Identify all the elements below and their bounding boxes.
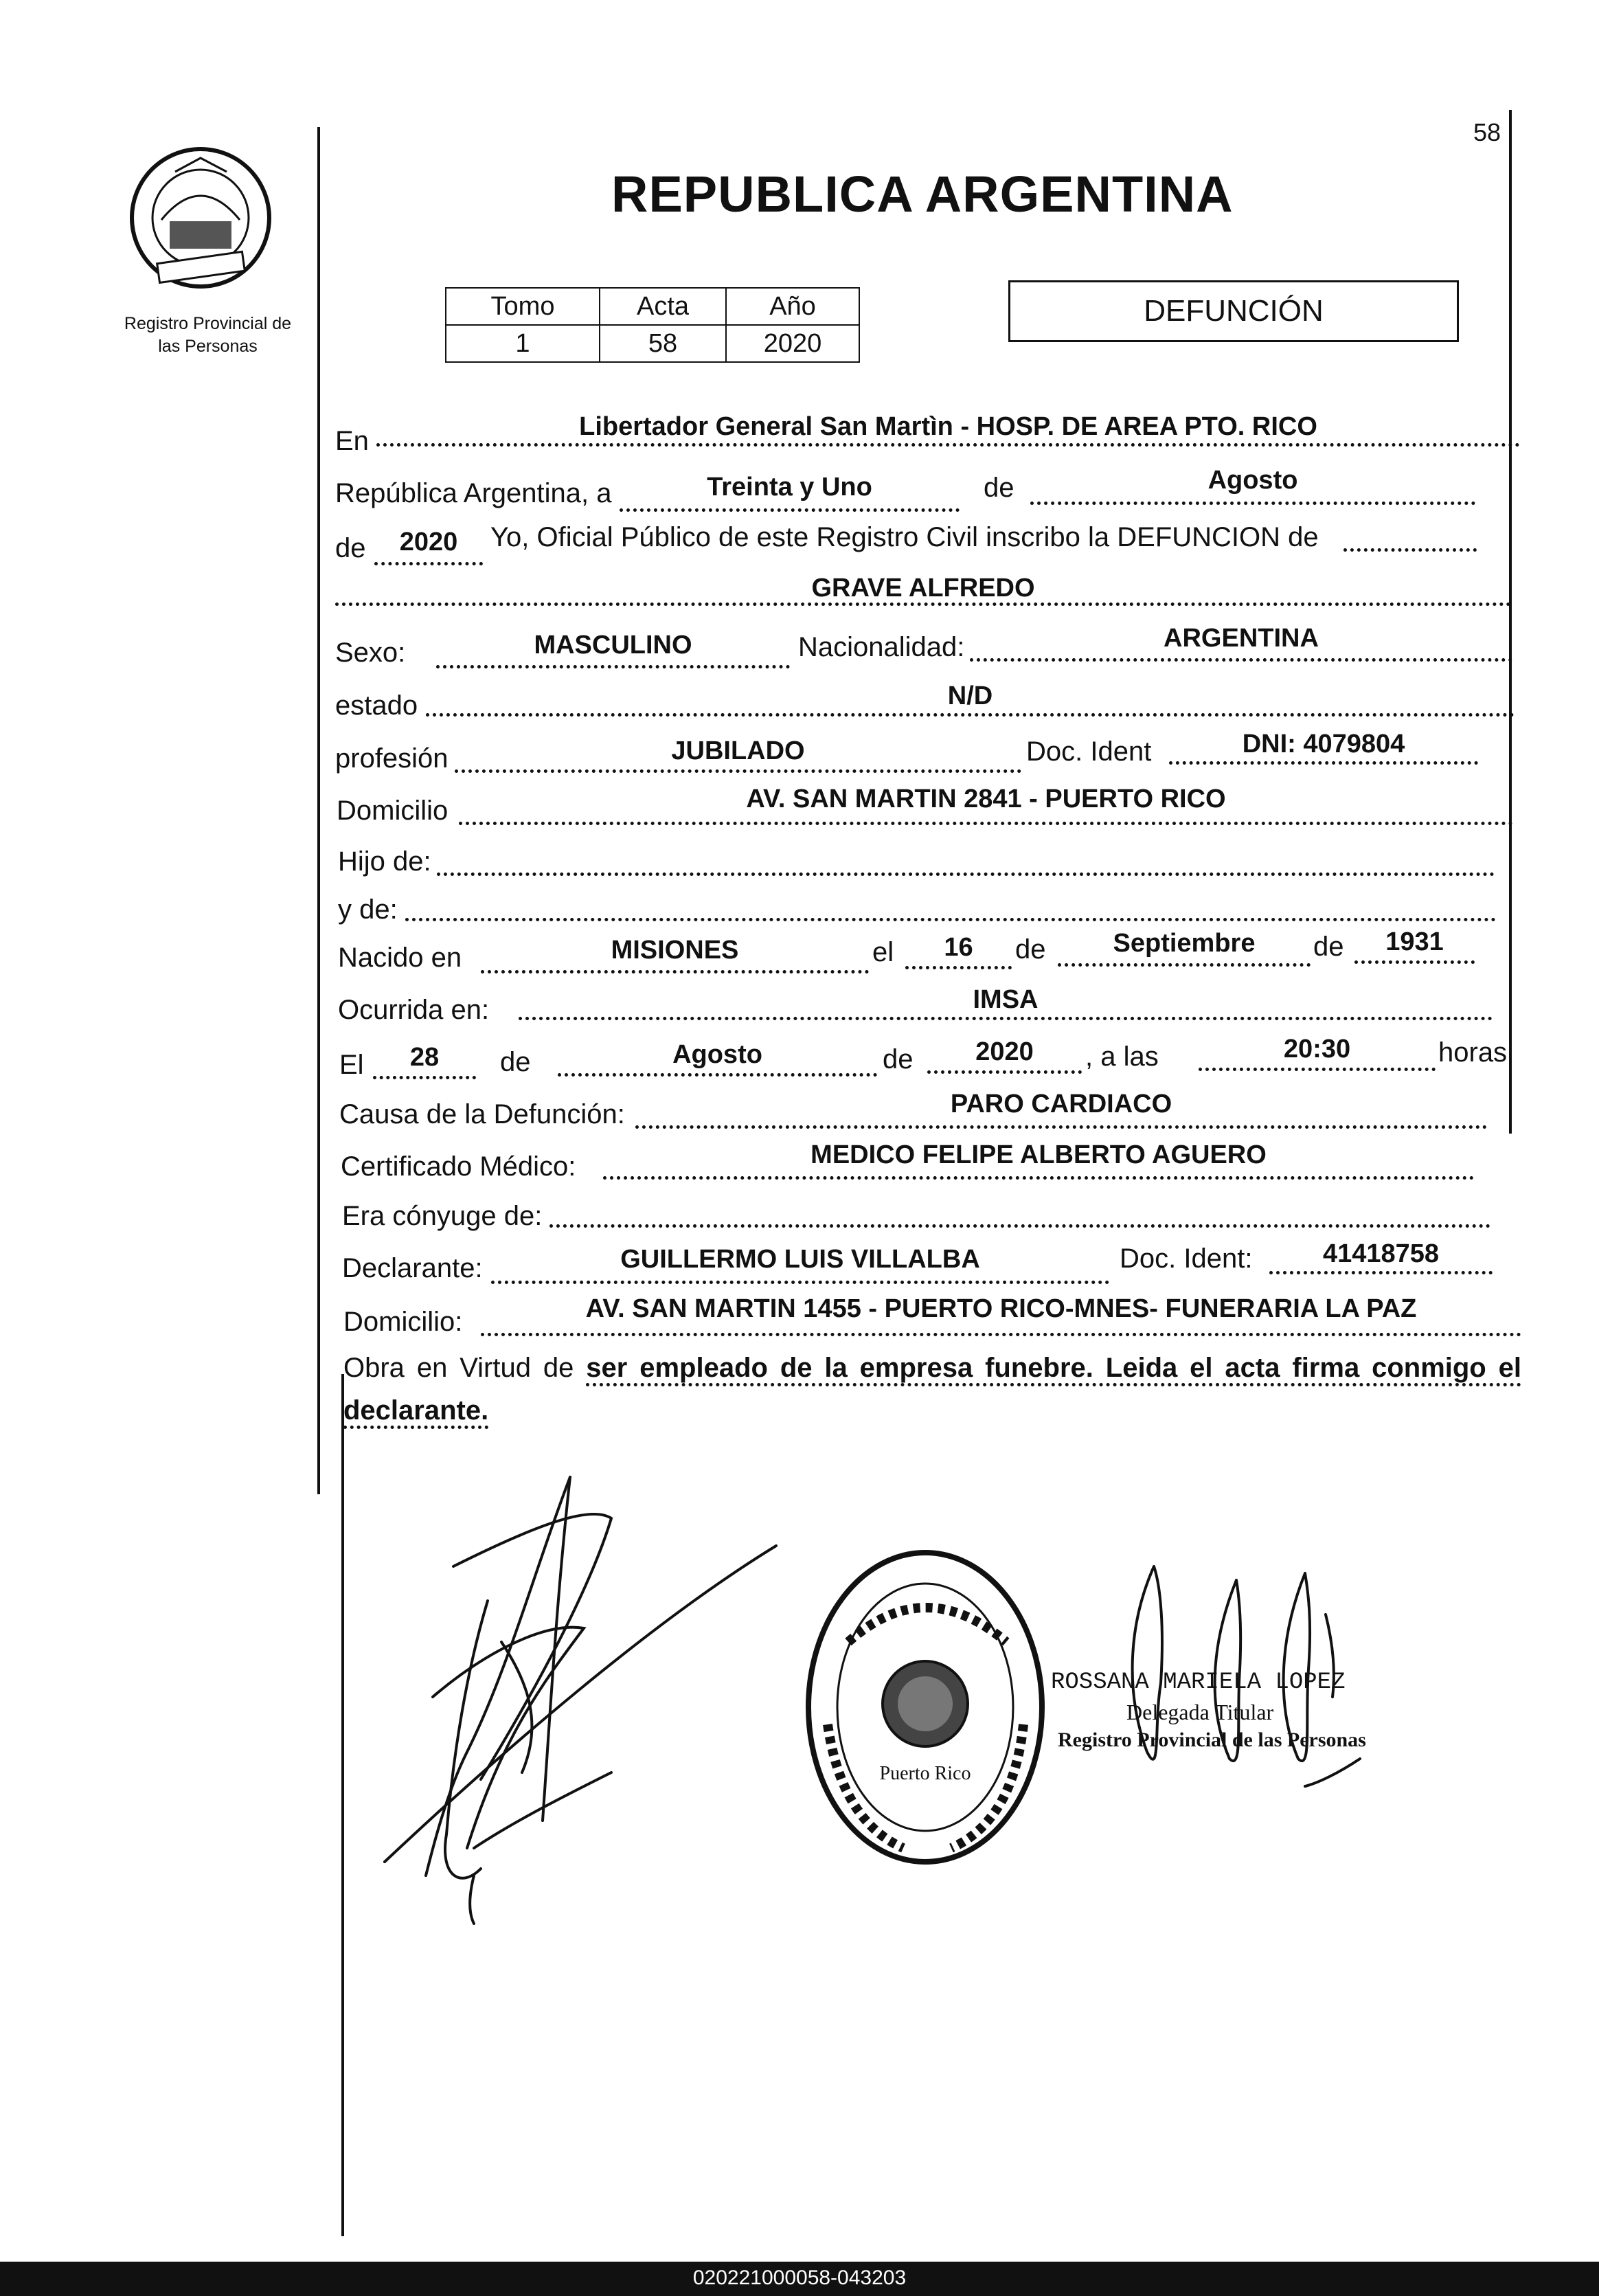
domicilio2-label: Domicilio: bbox=[343, 1307, 463, 1337]
causa-dotted-line bbox=[635, 1125, 1487, 1129]
sexo-label: Sexo: bbox=[335, 638, 406, 668]
hijo-dotted-line bbox=[437, 873, 1495, 876]
signatory-name: ROSSANA MARIELA LOPEZ bbox=[1051, 1669, 1346, 1696]
sexo-dotted-line bbox=[436, 665, 790, 668]
death-time-value: 20:30 bbox=[1283, 1035, 1351, 1063]
causa-value: PARO CARDIACO bbox=[950, 1090, 1172, 1118]
value-tomo: 1 bbox=[446, 325, 600, 362]
certificado-dotted-line bbox=[603, 1176, 1474, 1180]
birth-day-value: 16 bbox=[944, 933, 973, 962]
certificado-label: Certificado Médico: bbox=[341, 1151, 576, 1182]
hijo-label: Hijo de: bbox=[338, 846, 431, 877]
left-margin-rule bbox=[317, 127, 320, 1494]
en-dotted-line bbox=[376, 443, 1520, 447]
y-de-label: y de: bbox=[338, 894, 398, 925]
year-value: 2020 bbox=[399, 528, 458, 556]
doc-ident-label: Doc. Ident bbox=[1026, 736, 1152, 767]
horas-label: horas bbox=[1438, 1037, 1508, 1068]
obra-label: Obra en Virtud de bbox=[343, 1353, 574, 1383]
month-value: Agosto bbox=[1207, 466, 1298, 495]
estado-label: estado bbox=[335, 690, 418, 721]
deceased-name: GRAVE ALFREDO bbox=[811, 574, 1035, 603]
yo-text: Yo, Oficial Público de este Registro Civil inscribo la DEFUNCION de bbox=[490, 522, 1319, 552]
obra-paragraph bbox=[343, 1347, 1521, 1432]
de-label-5: de bbox=[500, 1047, 531, 1077]
nacido-value: MISIONES bbox=[611, 936, 739, 965]
domicilio2-dotted-line bbox=[481, 1333, 1521, 1336]
profesion-value: JUBILADO bbox=[671, 736, 805, 765]
estado-value: N/D bbox=[947, 682, 993, 710]
obra-text: ser empleado de la empresa funebre. Leida el acta firma conmigo el declarante. bbox=[343, 1353, 1521, 1429]
ocurrida-dotted-line bbox=[519, 1017, 1493, 1020]
declarante-domicilio-value: AV. SAN MARTIN 1455 - PUERTO RICO-MNES- FUNERARIA LA PAZ bbox=[585, 1294, 1417, 1323]
death-time-dotted-line bbox=[1199, 1068, 1436, 1071]
registry-caption-line2: las Personas bbox=[158, 337, 258, 356]
page-title: REPUBLICA ARGENTINA bbox=[611, 166, 1234, 223]
declarante-doc-dotted-line bbox=[1269, 1271, 1493, 1274]
domicilio-value: AV. SAN MARTIN 2841 - PUERTO RICO bbox=[746, 785, 1226, 813]
death-day-value: 28 bbox=[409, 1043, 440, 1072]
seal-inner-text: Puerto Rico bbox=[879, 1763, 971, 1784]
record-table-value-row bbox=[446, 325, 859, 362]
official-signature bbox=[1099, 1546, 1387, 1800]
right-margin-rule bbox=[1509, 110, 1512, 1134]
estado-dotted-line bbox=[426, 713, 1515, 717]
value-acta: 58 bbox=[600, 325, 726, 362]
domicilio-dotted-line bbox=[459, 822, 1513, 825]
death-year-value: 2020 bbox=[975, 1037, 1034, 1066]
record-kind-box: DEFUNCIÓN bbox=[1008, 280, 1459, 342]
header-anio: Año bbox=[726, 288, 859, 325]
declarant-signature bbox=[364, 1463, 797, 1931]
record-table bbox=[445, 287, 860, 363]
ocurrida-value: IMSA bbox=[973, 985, 1039, 1014]
doc-ident-value: DNI: 4079804 bbox=[1242, 730, 1405, 758]
declarante-value: GUILLERMO LUIS VILLALBA bbox=[620, 1245, 980, 1274]
birth-year-dotted-line bbox=[1354, 960, 1475, 964]
profesion-label: profesión bbox=[335, 743, 449, 774]
death-year-dotted-line bbox=[927, 1070, 1082, 1074]
birth-day-dotted-line bbox=[905, 966, 1012, 969]
sexo-value: MASCULINO bbox=[534, 631, 692, 660]
registry-seal bbox=[800, 1546, 1051, 1869]
de-label-3: de bbox=[1015, 934, 1046, 965]
declarante-doc-value: 41418758 bbox=[1322, 1239, 1440, 1268]
doc-ident-dotted-line bbox=[1169, 761, 1478, 765]
birth-month-value: Septiembre bbox=[1113, 929, 1256, 958]
nacionalidad-dotted-line bbox=[970, 658, 1512, 662]
signatory-registry: Registro Provincial de las Personas bbox=[1058, 1729, 1366, 1751]
republica-label: República Argentina, a bbox=[335, 478, 612, 508]
nacido-label: Nacido en bbox=[338, 943, 462, 973]
nacionalidad-label: Nacionalidad: bbox=[798, 632, 965, 662]
death-month-value: Agosto bbox=[672, 1040, 762, 1069]
barcode-text: 020221000058-043203 bbox=[692, 2266, 907, 2289]
en-label: En bbox=[335, 426, 369, 456]
domicilio-label: Domicilio bbox=[337, 796, 449, 826]
registry-caption bbox=[103, 313, 313, 358]
yo-dotted-line bbox=[1343, 548, 1477, 552]
header-tomo: Tomo bbox=[446, 288, 600, 325]
header-acta: Acta bbox=[600, 288, 726, 325]
registry-caption-line1: Registro Provincial de bbox=[124, 314, 292, 333]
doc-ident2-label: Doc. Ident: bbox=[1120, 1243, 1253, 1274]
left-margin-rule-lower bbox=[341, 1374, 344, 2236]
day-words-value: Treinta y Uno bbox=[707, 473, 872, 502]
conyuge-label: Era cónyuge de: bbox=[342, 1201, 543, 1231]
el-label: el bbox=[872, 937, 894, 967]
birth-month-dotted-line bbox=[1058, 963, 1311, 967]
de-label-1: de bbox=[984, 473, 1014, 503]
month-dotted-line bbox=[1030, 502, 1475, 505]
causa-label: Causa de la Defunción: bbox=[339, 1099, 625, 1129]
de-label-6: de bbox=[883, 1044, 914, 1074]
ocurrida-label: Ocurrida en: bbox=[338, 995, 490, 1025]
province-logo bbox=[127, 144, 275, 292]
place-value: Libertador General San Martìn - HOSP. DE AREA PTO. RICO bbox=[579, 412, 1317, 441]
nacido-dotted-line bbox=[481, 970, 869, 973]
death-day-dotted-line bbox=[373, 1076, 476, 1079]
footer-bar bbox=[0, 2262, 1599, 2296]
y-de-dotted-line bbox=[405, 918, 1496, 921]
conyuge-dotted-line bbox=[549, 1224, 1490, 1228]
year-dotted-line bbox=[374, 562, 483, 565]
birth-year-value: 1931 bbox=[1385, 927, 1444, 956]
de-label-2: de bbox=[335, 533, 366, 563]
a-las-label: , a las bbox=[1085, 1042, 1159, 1072]
signatory-role: Delegada Titular bbox=[1126, 1700, 1274, 1724]
death-month-dotted-line bbox=[558, 1073, 877, 1077]
de-label-4: de bbox=[1313, 932, 1344, 962]
profesion-dotted-line bbox=[455, 769, 1021, 773]
page-number: 58 bbox=[1473, 118, 1501, 146]
value-anio: 2020 bbox=[726, 325, 859, 362]
day-dotted-line bbox=[620, 508, 960, 512]
certificado-value: MEDICO FELIPE ALBERTO AGUERO bbox=[810, 1140, 1267, 1169]
declarante-dotted-line bbox=[491, 1281, 1109, 1284]
nacionalidad-value: ARGENTINA bbox=[1164, 624, 1319, 653]
declarante-label: Declarante: bbox=[342, 1253, 483, 1283]
el-cap-label: El bbox=[339, 1050, 364, 1080]
record-table-header-row bbox=[446, 288, 859, 325]
